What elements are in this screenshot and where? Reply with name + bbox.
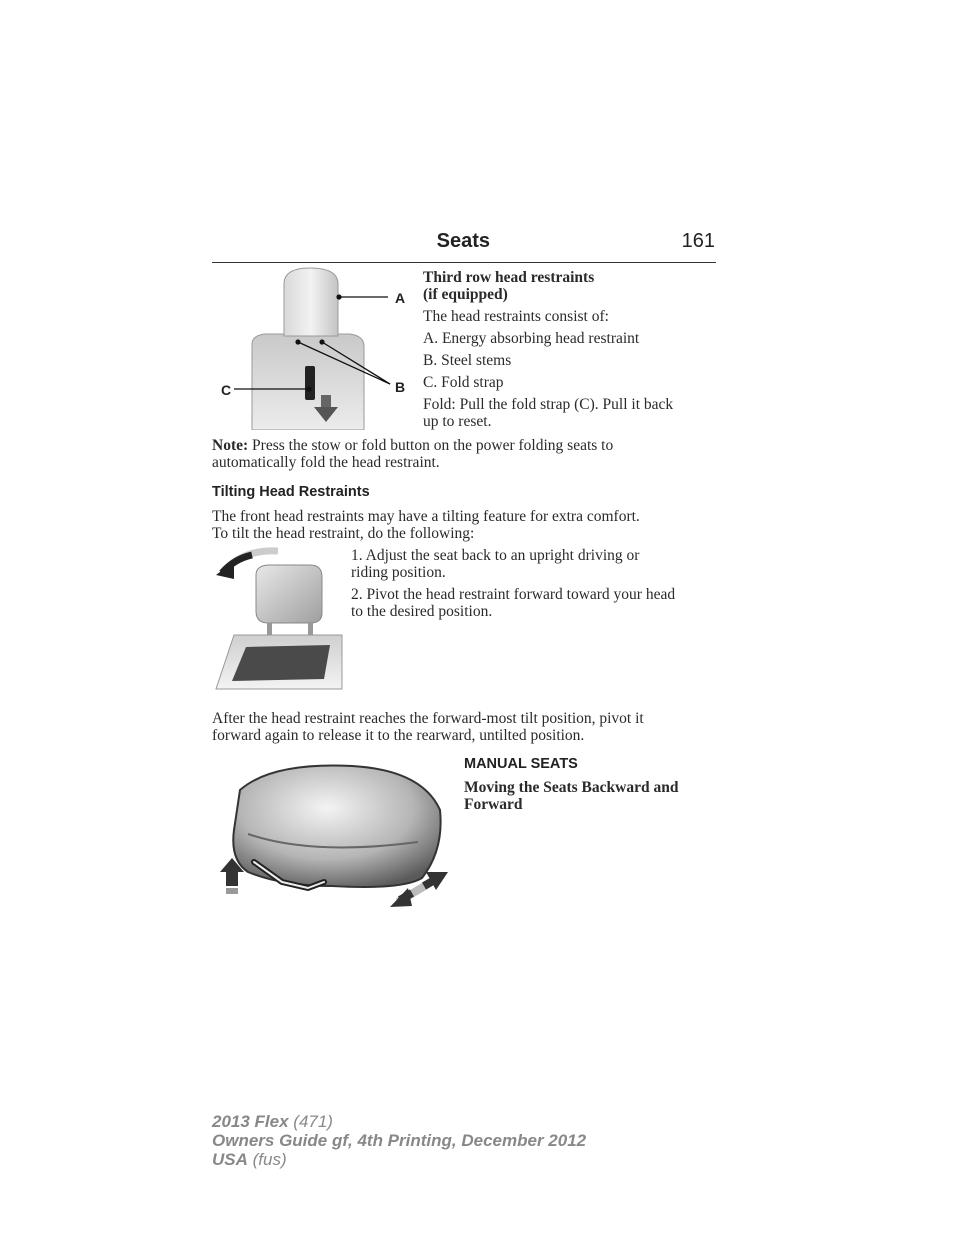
- footer-model: 2013 Flex: [212, 1112, 289, 1131]
- manual-subheading-2: Forward: [464, 796, 523, 813]
- tilting-intro-1: The front head restraints may have a tilting feature for extra comfort.: [212, 508, 640, 525]
- third-row-section: [423, 269, 718, 430]
- page-title: Seats: [436, 230, 490, 252]
- after-tilt-1: After the head restraint reaches the forward-most tilt position, pivot it: [212, 710, 644, 727]
- tilting-heading: Tilting Head Restraints: [212, 484, 370, 500]
- callout-a: A: [395, 290, 406, 306]
- note-text-2: automatically fold the head restraint.: [212, 454, 440, 471]
- step-2-line-2: to the desired position.: [351, 603, 493, 620]
- list-item-b: B. Steel stems: [423, 352, 512, 369]
- footer-model-code: (471): [288, 1112, 333, 1131]
- tilting-intro: [212, 508, 717, 542]
- footer-market: USA: [212, 1150, 248, 1169]
- after-tilt-paragraph: [212, 710, 717, 744]
- list-item-a: A. Energy absorbing head restraint: [423, 330, 640, 347]
- step-1-line-2: riding position.: [351, 564, 446, 581]
- manual-seat-figure: [212, 760, 452, 916]
- footer-guide: Owners Guide gf, 4th Printing, December 2012: [212, 1131, 587, 1150]
- tilt-illustration: [212, 545, 347, 693]
- third-row-heading-1: Third row head restraints: [423, 269, 595, 286]
- footer-market-code: (fus): [247, 1150, 287, 1169]
- manual-subheading-1: Moving the Seats Backward and: [464, 779, 679, 796]
- fold-text-2: up to reset.: [423, 413, 492, 430]
- third-row-intro: The head restraints consist of:: [423, 308, 609, 325]
- tilting-intro-2: To tilt the head restraint, do the following:: [212, 525, 475, 542]
- manual-seats-heading: MANUAL SEATS: [464, 756, 578, 772]
- page-header: [212, 230, 716, 263]
- callout-b: B: [395, 379, 406, 395]
- list-item-c: C. Fold strap: [423, 374, 504, 391]
- note-paragraph: [212, 437, 717, 471]
- manual-seat-illustration: [212, 760, 452, 916]
- head-restraint-illustration: [212, 266, 417, 430]
- head-restraint-figure: [212, 266, 417, 430]
- note-text-1: Press the stow or fold button on the power folding seats to: [248, 437, 614, 454]
- tilt-figure: [212, 545, 347, 693]
- callout-c: C: [221, 382, 232, 398]
- note-label: Note:: [212, 437, 249, 454]
- page-number: 161: [681, 230, 715, 252]
- after-tilt-2: forward again to release it to the rearward, untilted position.: [212, 727, 585, 744]
- step-1-line-1: 1. Adjust the seat back to an upright driving or: [351, 547, 640, 564]
- page-footer: [212, 1112, 732, 1169]
- step-2-line-1: 2. Pivot the head restraint forward toward your head: [351, 586, 676, 603]
- third-row-heading-2: (if equipped): [423, 286, 508, 303]
- manual-subheading: [464, 779, 724, 813]
- fold-text-1: Fold: Pull the fold strap (C). Pull it back: [423, 396, 674, 413]
- tilting-steps: [351, 547, 717, 620]
